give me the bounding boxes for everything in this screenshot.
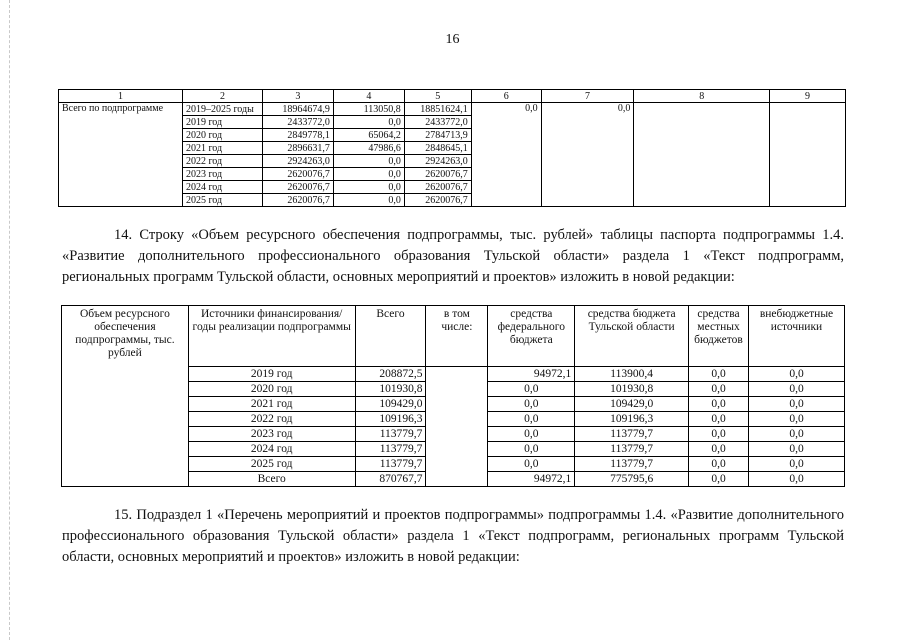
value-cell: 0,0 (749, 427, 845, 442)
value-cell: 2620076,7 (262, 168, 333, 181)
period-cell: 2025 год (182, 194, 262, 207)
header-cell: 2 (182, 90, 262, 103)
paragraph-14-text: 14. Строку «Объем ресурсного обеспечения подпрограммы, тыс. рублей» таблицы паспорта подпрограммы 1.4. «Развитие дополнительного профессионального образования Тульской области» раздела 1 «Текст подпрограмм, региональных программ Тульской области, основных мероприятий и проектов» изложить в новой редакции: (62, 227, 844, 285)
value-cell: 0,0 (488, 412, 575, 427)
value-cell: 870767,7 (355, 472, 426, 487)
value-cell: 18964674,9 (262, 103, 333, 116)
value-cell: 0,0 (749, 442, 845, 457)
period-cell: 2020 год (182, 129, 262, 142)
period-cell: 2022 год (182, 155, 262, 168)
value-cell: 2896631,7 (262, 142, 333, 155)
value-cell: 0,0 (333, 181, 404, 194)
row-label: Объем ресурсного обеспечения подпрограммы, тыс. рублей (62, 306, 189, 487)
value-cell: 113779,7 (355, 457, 426, 472)
value-cell: 0,0 (749, 457, 845, 472)
value-cell: 0,0 (749, 382, 845, 397)
header-cell: в том числе: (426, 306, 488, 367)
header-cell: средства местных бюджетов (689, 306, 749, 367)
value-cell: 18851624,1 (404, 103, 471, 116)
period-cell: 2019–2025 годы (182, 103, 262, 116)
value-cell: 0,0 (689, 412, 749, 427)
year-cell: 2025 год (188, 457, 355, 472)
value-cell: 0,0 (749, 472, 845, 487)
header-cell: 1 (59, 90, 183, 103)
value-cell: 0,0 (471, 103, 541, 207)
header-cell: 7 (541, 90, 634, 103)
period-cell: 2021 год (182, 142, 262, 155)
value-cell: 0,0 (488, 382, 575, 397)
header-cell: Источники финансирования/годы реализации подпрограммы (188, 306, 355, 367)
value-cell: 0,0 (749, 412, 845, 427)
header-cell: 8 (634, 90, 770, 103)
header-cell: Всего (355, 306, 426, 367)
value-cell: 2620076,7 (404, 181, 471, 194)
value-cell: 2924263,0 (262, 155, 333, 168)
value-cell: 0,0 (749, 397, 845, 412)
value-cell: 0,0 (333, 116, 404, 129)
funding-table-subprogram-total (58, 89, 846, 207)
header-cell: внебюджетные источники (749, 306, 845, 367)
value-cell: 94972,1 (488, 472, 575, 487)
value-cell: 0,0 (689, 367, 749, 382)
year-cell: 2020 год (188, 382, 355, 397)
value-cell: 0,0 (541, 103, 634, 207)
paragraph-15 (62, 505, 844, 568)
value-cell: 94972,1 (488, 367, 575, 382)
value-cell: 0,0 (689, 427, 749, 442)
paragraph-15-text: 15. Подраздел 1 «Перечень мероприятий и проектов подпрограммы» подпрограммы 1.4. «Развитие дополнительного профессионального образования Тульской области» раздела 1 «Текст подпрограмм, региональных программ Тульской области, основных мероприятий и проектов» изложить в новой редакции: (62, 507, 844, 565)
value-cell: 2620076,7 (404, 194, 471, 207)
header-cell: 6 (471, 90, 541, 103)
value-cell: 2924263,0 (404, 155, 471, 168)
value-cell: 0,0 (488, 442, 575, 457)
value-cell: 2784713,9 (404, 129, 471, 142)
header-cell: 3 (262, 90, 333, 103)
header-cell: средства бюджета Тульской области (575, 306, 689, 367)
value-cell: 2620076,7 (404, 168, 471, 181)
value-cell: 2620076,7 (262, 194, 333, 207)
value-cell: 0,0 (689, 457, 749, 472)
value-cell: 65064,2 (333, 129, 404, 142)
value-cell: 0,0 (488, 427, 575, 442)
header-cell: 4 (333, 90, 404, 103)
period-cell: 2024 год (182, 181, 262, 194)
paragraph-14 (62, 225, 844, 288)
value-cell: 0,0 (333, 155, 404, 168)
value-cell: 2849778,1 (262, 129, 333, 142)
year-cell: Всего (188, 472, 355, 487)
table-row (59, 103, 846, 116)
value-cell: 0,0 (333, 194, 404, 207)
value-cell: 109429,0 (575, 397, 689, 412)
empty-cell (634, 103, 770, 207)
value-cell: 0,0 (488, 397, 575, 412)
value-cell: 101930,8 (355, 382, 426, 397)
page-number: 16 (445, 32, 460, 47)
value-cell: 113779,7 (355, 427, 426, 442)
value-cell: 0,0 (689, 397, 749, 412)
value-cell: 208872,5 (355, 367, 426, 382)
value-cell: 47986,6 (333, 142, 404, 155)
value-cell: 113900,4 (575, 367, 689, 382)
row-label: Всего по подпрограмме (59, 103, 183, 207)
value-cell: 101930,8 (575, 382, 689, 397)
value-cell: 0,0 (488, 457, 575, 472)
value-cell: 0,0 (689, 442, 749, 457)
year-cell: 2022 год (188, 412, 355, 427)
value-cell: 0,0 (333, 168, 404, 181)
header-cell: 9 (770, 90, 846, 103)
value-cell: 2620076,7 (262, 181, 333, 194)
value-cell: 0,0 (689, 472, 749, 487)
empty-cell (426, 367, 488, 487)
value-cell: 2433772,0 (262, 116, 333, 129)
value-cell: 109196,3 (575, 412, 689, 427)
value-cell: 2433772,0 (404, 116, 471, 129)
period-cell: 2019 год (182, 116, 262, 129)
value-cell: 2848645,1 (404, 142, 471, 155)
value-cell: 113779,7 (575, 457, 689, 472)
value-cell: 113779,7 (575, 427, 689, 442)
header-cell: средства федерального бюджета (488, 306, 575, 367)
header-cell: 5 (404, 90, 471, 103)
year-cell: 2019 год (188, 367, 355, 382)
funding-table-subprogram-1-4 (61, 305, 845, 487)
value-cell: 113050,8 (333, 103, 404, 116)
page-edge-line (9, 0, 10, 640)
value-cell: 0,0 (689, 382, 749, 397)
table-header-row (62, 306, 845, 367)
value-cell: 113779,7 (575, 442, 689, 457)
value-cell: 775795,6 (575, 472, 689, 487)
empty-cell (770, 103, 846, 207)
year-cell: 2021 год (188, 397, 355, 412)
year-cell: 2024 год (188, 442, 355, 457)
value-cell: 0,0 (749, 367, 845, 382)
year-cell: 2023 год (188, 427, 355, 442)
period-cell: 2023 год (182, 168, 262, 181)
table-header-row (59, 90, 846, 103)
value-cell: 113779,7 (355, 442, 426, 457)
value-cell: 109196,3 (355, 412, 426, 427)
value-cell: 109429,0 (355, 397, 426, 412)
